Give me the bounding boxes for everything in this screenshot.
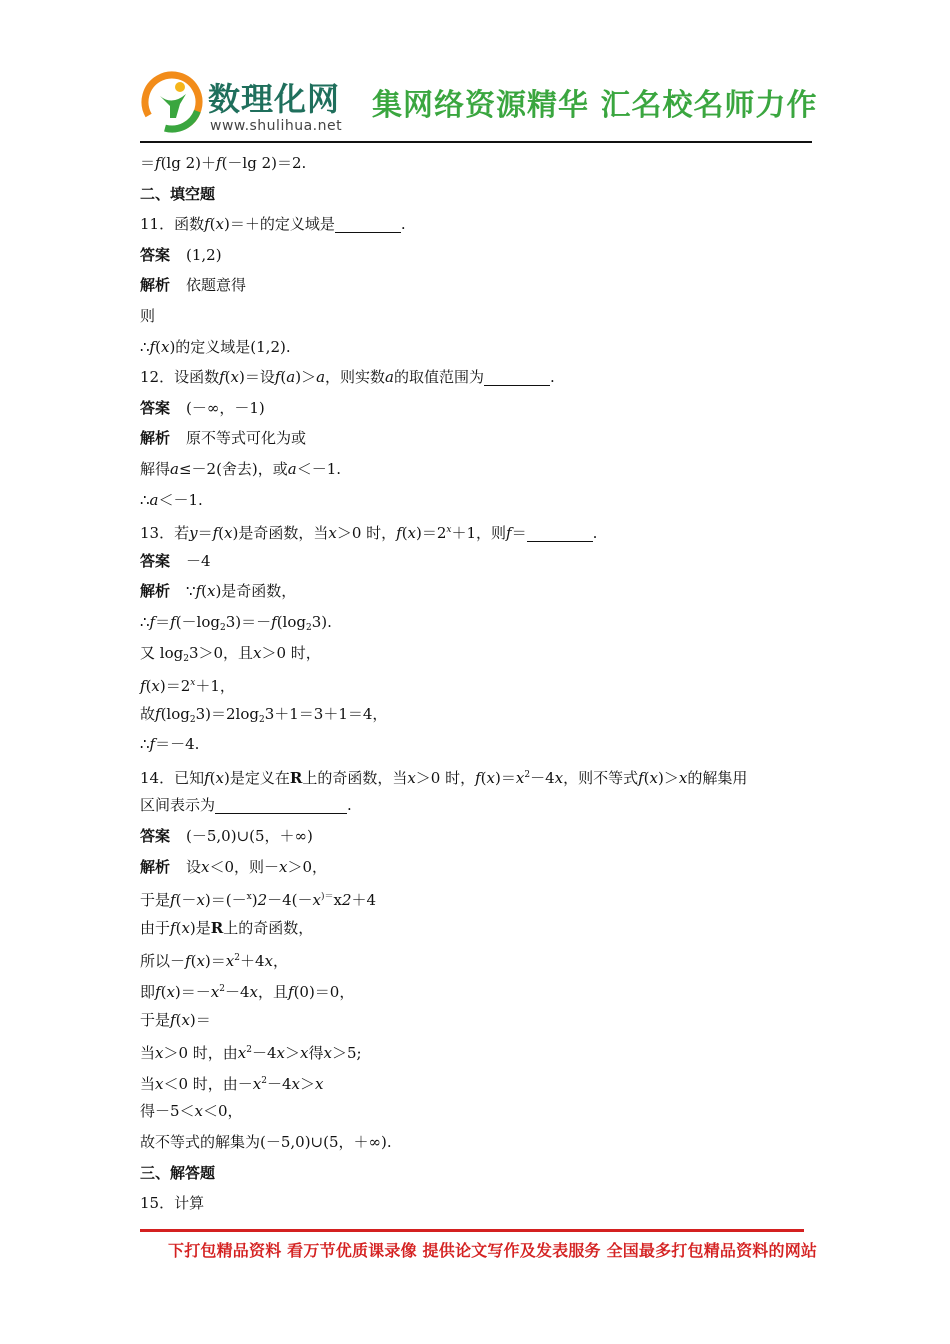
solution-line: 当x＞0 时，由$x^2-4x>x$得x＞5; — [140, 1044, 362, 1063]
page-header — [140, 68, 818, 144]
solution-line: 解析 原不等式可化为或 — [140, 429, 307, 448]
footer-divider — [140, 1229, 804, 1232]
question-11: 11．函数f(x)＝＋的定义域是 . — [140, 215, 406, 234]
question-12: 12．设函数f(x)＝设f(a)＞a，则实数a的取值范围为 . — [140, 368, 555, 387]
solution-line: 解得a≤－2(舍去)，或a＜－1. — [140, 459, 342, 478]
solution-line: 即$f(x)=-x^2-4x$，且f(0)＝0， — [140, 983, 355, 1002]
solution-line: ∴f(x)的定义域是(1,2). — [140, 337, 291, 356]
section-heading: 二、填空题 — [140, 184, 216, 203]
solution-line: ∴a＜－1. — [140, 490, 203, 509]
document-body — [140, 148, 812, 1219]
solution-line: 解析 依题意得 — [140, 276, 247, 295]
solution-line: 解析 设x＜0，则－x＞0， — [140, 857, 328, 876]
question-13: 13．若y＝f(x)是奇函数，当x＞0 时，$f(x)=2^x+1$，则f＝ . — [140, 524, 598, 543]
solution-line: 则 — [140, 306, 156, 325]
solution-line: 又 $\log_23>0$，且x＞0 时， — [140, 643, 321, 664]
answer-blank — [335, 214, 401, 233]
solution-line: 故不等式的解集为(－5,0)∪(5，＋∞). — [140, 1133, 392, 1151]
answer-14: 答案 (－5,0)∪(5，＋∞) — [140, 827, 313, 846]
question-15: 15．计算 — [140, 1194, 205, 1213]
solution-line: 得－5＜x＜0， — [140, 1102, 243, 1121]
question-14: 14．已知f(x)是定义在R上的奇函数，当x＞0 时，$f(x)=x^2-4x$，则不等式f(x)＞x的解集用 — [140, 768, 748, 787]
section-heading: 三、解答题 — [140, 1163, 216, 1182]
answer-blank — [527, 523, 593, 542]
solution-line: 于是f(x)＝ — [140, 1010, 211, 1029]
solution-line: 当x＜0 时，由$-x^2-4x>x$ — [140, 1074, 324, 1093]
answer-11: 答案 (1,2) — [140, 245, 222, 264]
solution-line: 由于f(x)是R上的奇函数， — [140, 918, 314, 937]
answer-13: 答案 －4 — [140, 551, 211, 570]
solution-line: 于是f(－x)＝(－$^x$)2－4(－x)＝x2＋4 — [140, 891, 377, 910]
footer-banner: 下打包精品资料 看万节优质课录像 提供论文写作及发表服务 全国最多打包精品资料的网站 — [168, 1241, 818, 1260]
solution-line: 故$f(\log_23)=2\log_23+1=3+1=4$， — [140, 704, 388, 725]
answer-12: 答案 (－∞，－1) — [140, 398, 265, 417]
solution-line: 解析 ∵f(x)是奇函数， — [140, 582, 297, 601]
brand-slogan: 集网络资源精华 汇名校名师力作 — [372, 88, 818, 123]
solution-line: ∴f＝－4. — [140, 735, 200, 754]
text-line: ＝f(lg 2)＋f(－lg 2)＝2. — [140, 154, 307, 172]
brand-url: www.shulihua.net — [210, 118, 343, 134]
solution-line: 所以$-f(x)=x^2+4x$， — [140, 952, 288, 971]
header-divider — [140, 141, 812, 143]
question-14-cont: 区间表示为 . — [140, 796, 352, 815]
shulihua-logo-icon — [140, 70, 204, 134]
brand-name: 数理化网 — [208, 80, 341, 118]
answer-blank — [484, 367, 550, 386]
solution-line: $f(x)=2^x+1$， — [140, 677, 235, 696]
answer-blank — [215, 795, 347, 814]
solution-line: $\therefore f=f(-\log_23)=-f(\log_23)$. — [140, 612, 332, 633]
